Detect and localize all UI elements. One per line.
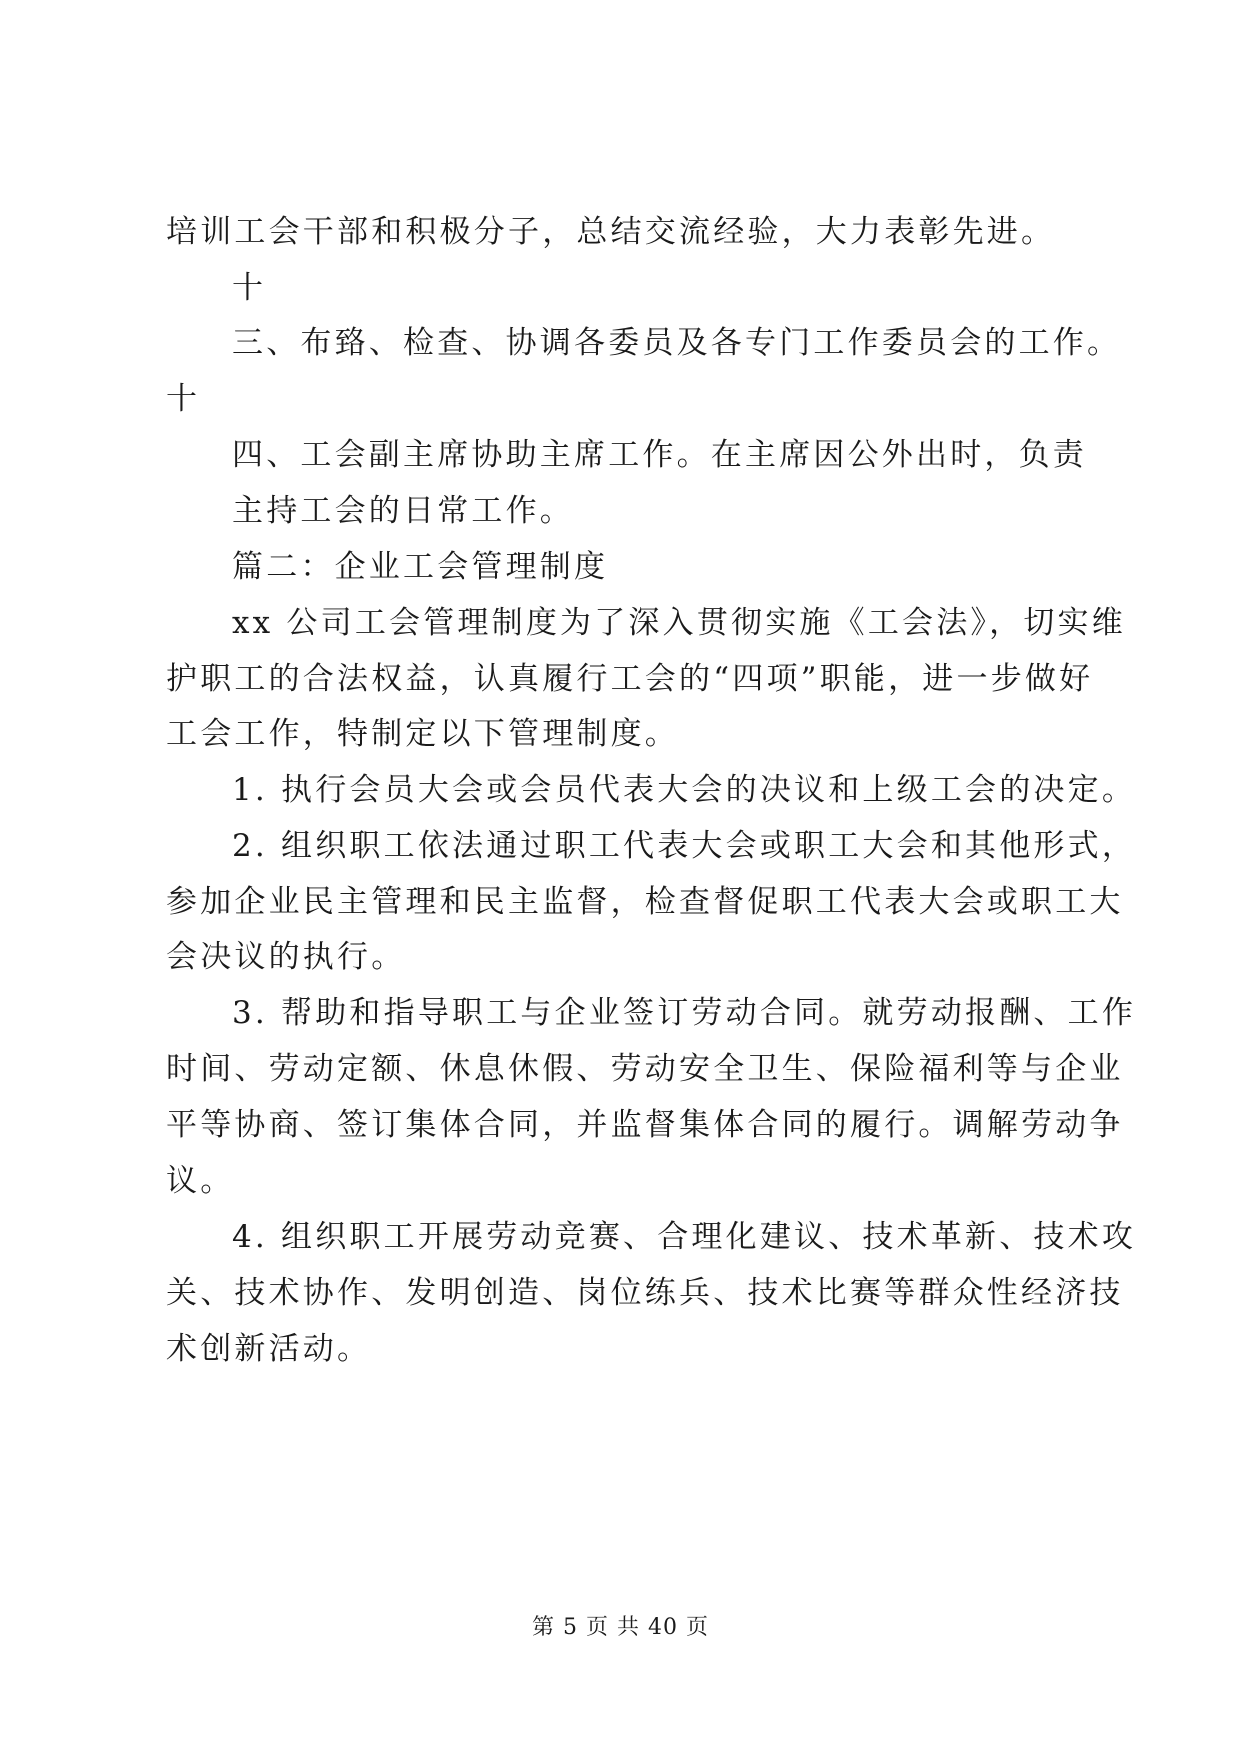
text-line-8: xx 公司工会管理制度为了深入贯彻实施《工会法》，切实维	[232, 605, 1126, 641]
text-line-18: 议。	[166, 1163, 235, 1199]
text-line-20: 关、技术协作、发明创造、岗位练兵、技术比赛等群众性经济技	[166, 1275, 1124, 1311]
text-line-10: 工会工作，特制定以下管理制度。	[166, 716, 679, 752]
text-line-19: 4. 组织职工开展劳动竞赛、合理化建议、技术革新、技术攻	[232, 1219, 1137, 1255]
text-line-21: 术创新活动。	[166, 1331, 372, 1367]
text-line-11: 1. 执行会员大会或会员代表大会的决议和上级工会的决定。	[232, 772, 1137, 808]
text-line-12: 2. 组织职工依法通过职工代表大会或职工大会和其他形式，	[232, 828, 1137, 864]
text-line-3: 三、布臵、检查、协调各委员及各专门工作委员会的工作。	[232, 325, 1122, 361]
section-heading: 篇二：企业工会管理制度	[232, 549, 609, 585]
text-line-1: 培训工会干部和积极分子，总结交流经验，大力表彰先进。	[166, 214, 1056, 250]
text-line-13: 参加企业民主管理和民主监督，检查督促职工代表大会或职工大	[166, 884, 1124, 920]
text-line-6: 主持工会的日常工作。	[232, 493, 574, 529]
text-line-2: 十	[232, 270, 267, 306]
text-line-9: 护职工的合法权益，认真履行工会的“四项”职能，进一步做好	[166, 661, 1094, 697]
page-number-footer: 第 5 页 共 40 页	[532, 1615, 709, 1640]
text-line-17: 平等协商、签订集体合同，并监督集体合同的履行。调解劳动争	[166, 1107, 1124, 1143]
text-line-16: 时间、劳动定额、休息休假、劳动安全卫生、保险福利等与企业	[166, 1051, 1124, 1087]
text-line-4: 十	[166, 381, 201, 417]
text-line-15: 3. 帮助和指导职工与企业签订劳动合同。就劳动报酬、工作	[232, 995, 1137, 1031]
text-line-14: 会决议的执行。	[166, 939, 406, 975]
text-line-5: 四、工会副主席协助主席工作。在主席因公外出时，负责	[232, 437, 1087, 473]
